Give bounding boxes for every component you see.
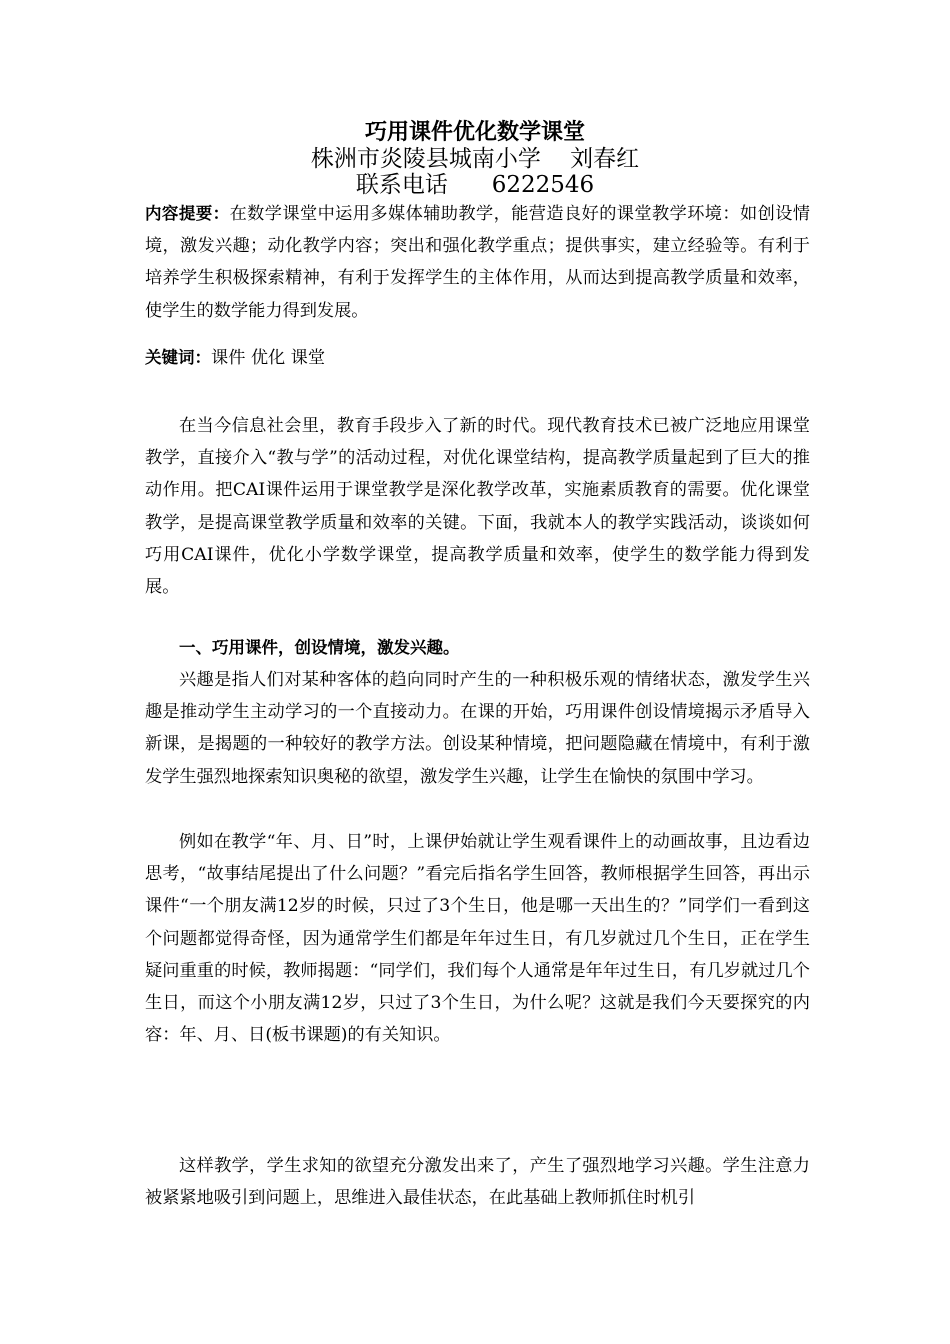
keywords-label: 关键词： (145, 348, 211, 367)
section-heading-1: 一、巧用课件，创设情境，激发兴趣。 (179, 638, 460, 657)
keywords-text: 课件 优化 课堂 (211, 348, 326, 368)
body-paragraph-interest: 兴趣是指人们对某种客体的趋向同时产生的一种积极乐观的情绪状态，激发学生兴趣是推动学生主动学习的一个直接动力。在课的开始，巧用课件创设情境揭示矛盾导入新课，是揭题的一种较好的教学方法。创设某种情境，把问题隐藏在情境中，有利于激发学生强烈地探索知识奥秘的欲望，激发学生兴趣，让学生在愉快的氛围中学习。 (145, 670, 810, 787)
body-paragraph-conclusion: 这样教学，学生求知的欲望充分激发出来了，产生了强烈地学习兴趣。学生注意力被紧紧地吸引到问题上，思维进入最佳状态，在此基础上教师抓住时机引 (145, 1156, 810, 1209)
abstract-text: 在数学课堂中运用多媒体辅助教学，能营造良好的课堂教学环境：如创设情境，激发兴趣；动化教学内容；突出和强化教学重点；提供事实，建立经验等。有利于培养学生积极探索精神，有利于发挥学生的主体作用，从而达到提高教学质量和效率，使学生的数学能力得到发展。 (145, 204, 810, 321)
body-paragraph-intro: 在当今信息社会里，教育手段步入了新的时代。现代教育技术已被广泛地应用课堂教学，直接介入“教与学”的活动过程，对优化课堂结构，提高教学质量起到了巨大的推动作用。把CAI课件运用于课堂教学是深化教学改革，实施素质教育的需要。优化课堂教学，是提高课堂教学质量和效率的关键。下面，我就本人的教学实践活动，谈谈如何巧用CAI课件，优化小学数学课堂，提高教学质量和效率，使学生的数学能力得到发展。 (145, 416, 810, 598)
abstract-paragraph (145, 198, 810, 327)
document-title: 巧用课件优化数学课堂 (364, 120, 585, 145)
abstract-label: 内容提要： (145, 204, 230, 223)
contact-line: 联系电话 6222546 (355, 172, 595, 198)
author-line: 株洲市炎陵县城南小学 刘春红 (310, 146, 640, 172)
keywords-paragraph (145, 342, 810, 374)
body-paragraph-example: 例如在教学“年、月、日”时，上课伊始就让学生观看课件上的动画故事，且边看边思考，“故事结尾提出了什么问题？”看完后指名学生回答，教师根据学生回答，再出示课件“一个朋友满12岁的时候，只过了3个生日，他是哪一天出生的？”同学们一看到这个问题都觉得奇怪，因为通常学生们都是年年过生日，有几岁就过几个生日，正在学生疑问重重的时候，教师揭题：“同学们，我们每个人通常是年年过生日，有几岁就过几个生日，而这个小朋友满12岁，只过了3个生日，为什么呢？这就是我们今天要探究的内容：年、月、日(板书课题)的有关知识。 (145, 832, 810, 1046)
